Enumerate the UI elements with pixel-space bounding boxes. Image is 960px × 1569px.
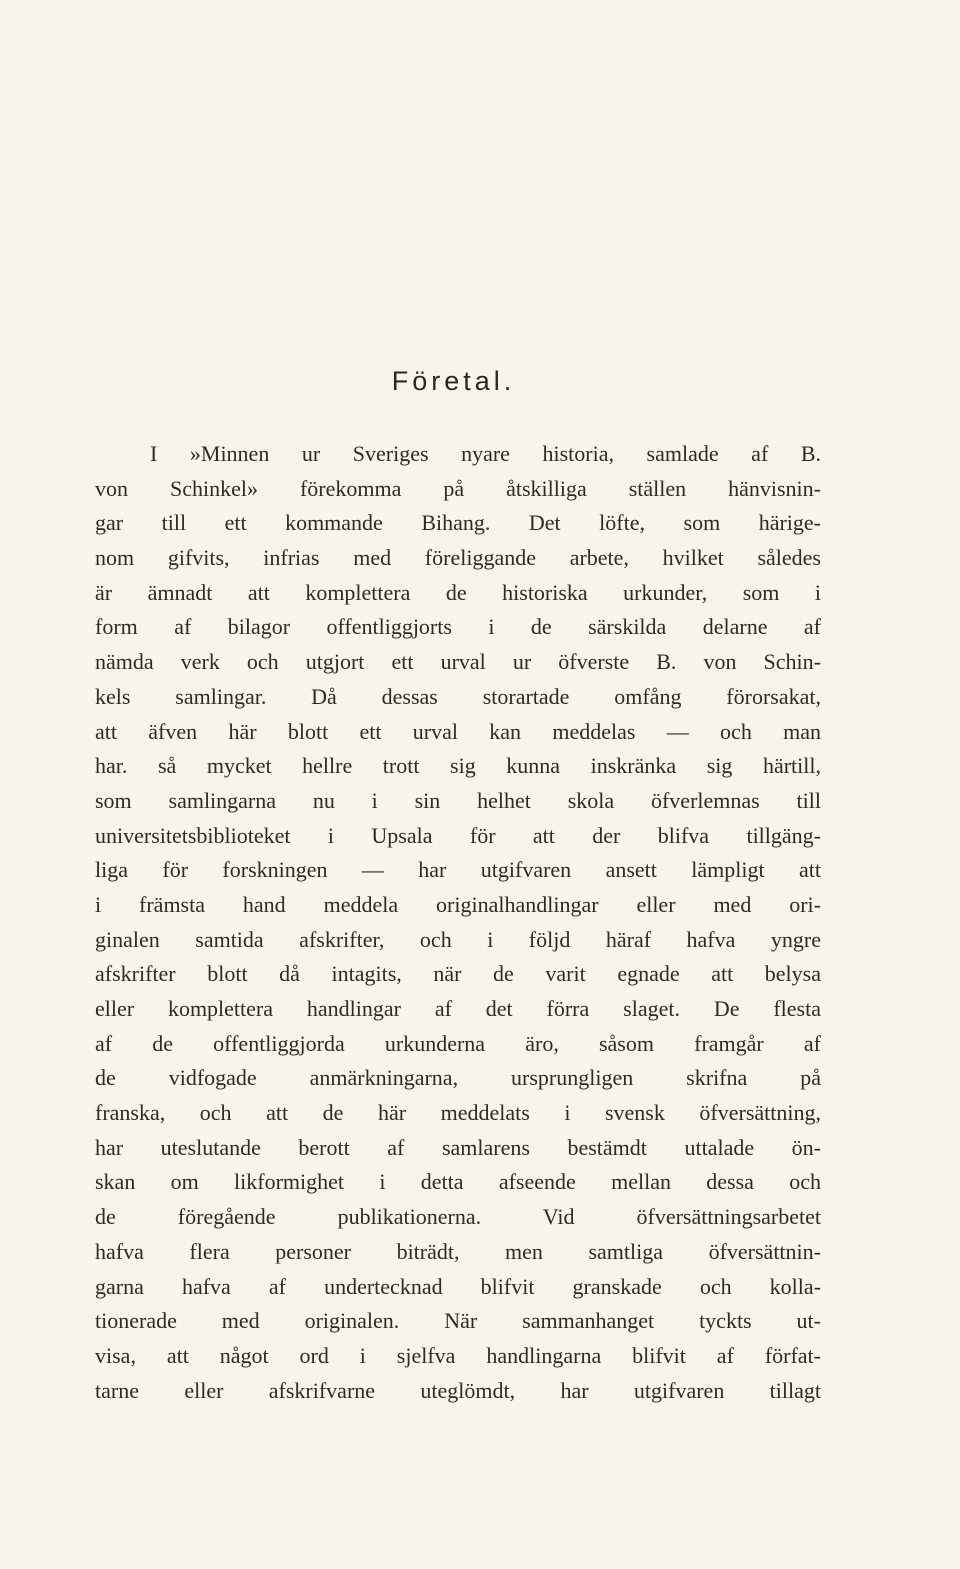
text-line: skan om likformighet i detta afseende mellan dessa och — [95, 1169, 821, 1195]
text-line: har. så mycket hellre trott sig kunna inskränka sig härtill, — [95, 753, 821, 779]
text-line: i främsta hand meddela originalhandlingar eller med ori- — [95, 891, 821, 917]
text-line: von Schinkel» förekomma på åtskilliga ställen hänvisnin- — [95, 475, 821, 501]
text-line: hafva flera personer biträdt, men samtliga öfversättnin- — [95, 1238, 821, 1264]
text-line: eller komplettera handlingar af det förra slaget. De flesta — [95, 996, 821, 1021]
text-line: universitetsbiblioteket i Upsala för att der blifva tillgäng- — [95, 822, 821, 848]
text-line: kels samlingar. Då dessas storartade omfång förorsakat, — [95, 683, 821, 709]
text-line: har uteslutande berott af samlarens bestämdt uttalade ön- — [95, 1134, 821, 1160]
text-line: nom gifvits, infrias med föreliggande arbete, hvilket således — [95, 545, 821, 571]
preface-body — [95, 437, 821, 1408]
text-line: ginalen samtida afskrifter, och i följd häraf hafva yngre — [95, 926, 821, 952]
text-line: franska, och att de här meddelats i svensk öfversättning, — [95, 1100, 821, 1126]
text-line: de föregående publikationerna. Vid öfversättningsarbetet — [95, 1204, 821, 1230]
text-line: att äfven här blott ett urval kan meddelas — och man — [95, 718, 821, 744]
text-line: garna hafva af undertecknad blifvit granskade och kolla- — [95, 1273, 821, 1299]
text-line: är ämnadt att komplettera de historiska urkunder, som i — [95, 579, 821, 605]
text-line: af de offentliggjorda urkunderna äro, såsom framgår af — [95, 1030, 821, 1056]
text-line: tionerade med originalen. När sammanhanget tyckts ut- — [95, 1308, 821, 1334]
page-heading: Företal. — [391, 366, 516, 396]
text-line: tarne eller afskrifvarne uteglömdt, har utgifvaren tillagt — [95, 1377, 821, 1403]
text-line: form af bilagor offentliggjorts i de särskilda delarne af — [95, 614, 821, 640]
text-line: gar till ett kommande Bihang. Det löfte, som härige- — [95, 510, 821, 536]
text-line: nämda verk och utgjort ett urval ur öfverste B. von Schin- — [95, 649, 821, 675]
text-line: I »Minnen ur Sveriges nyare historia, samlade af B. — [150, 441, 821, 466]
text-line: afskrifter blott då intagits, när de varit egnade att belysa — [95, 961, 821, 987]
text-line: visa, att något ord i sjelfva handlingarna blifvit af förfat- — [95, 1342, 821, 1368]
text-line: som samlingarna nu i sin helhet skola öfverlemnas till — [95, 787, 821, 813]
text-line: de vidfogade anmärkningarna, ursprungligen skrifna på — [95, 1065, 821, 1091]
text-line: liga för forskningen — har utgifvaren ansett lämpligt att — [95, 857, 821, 883]
